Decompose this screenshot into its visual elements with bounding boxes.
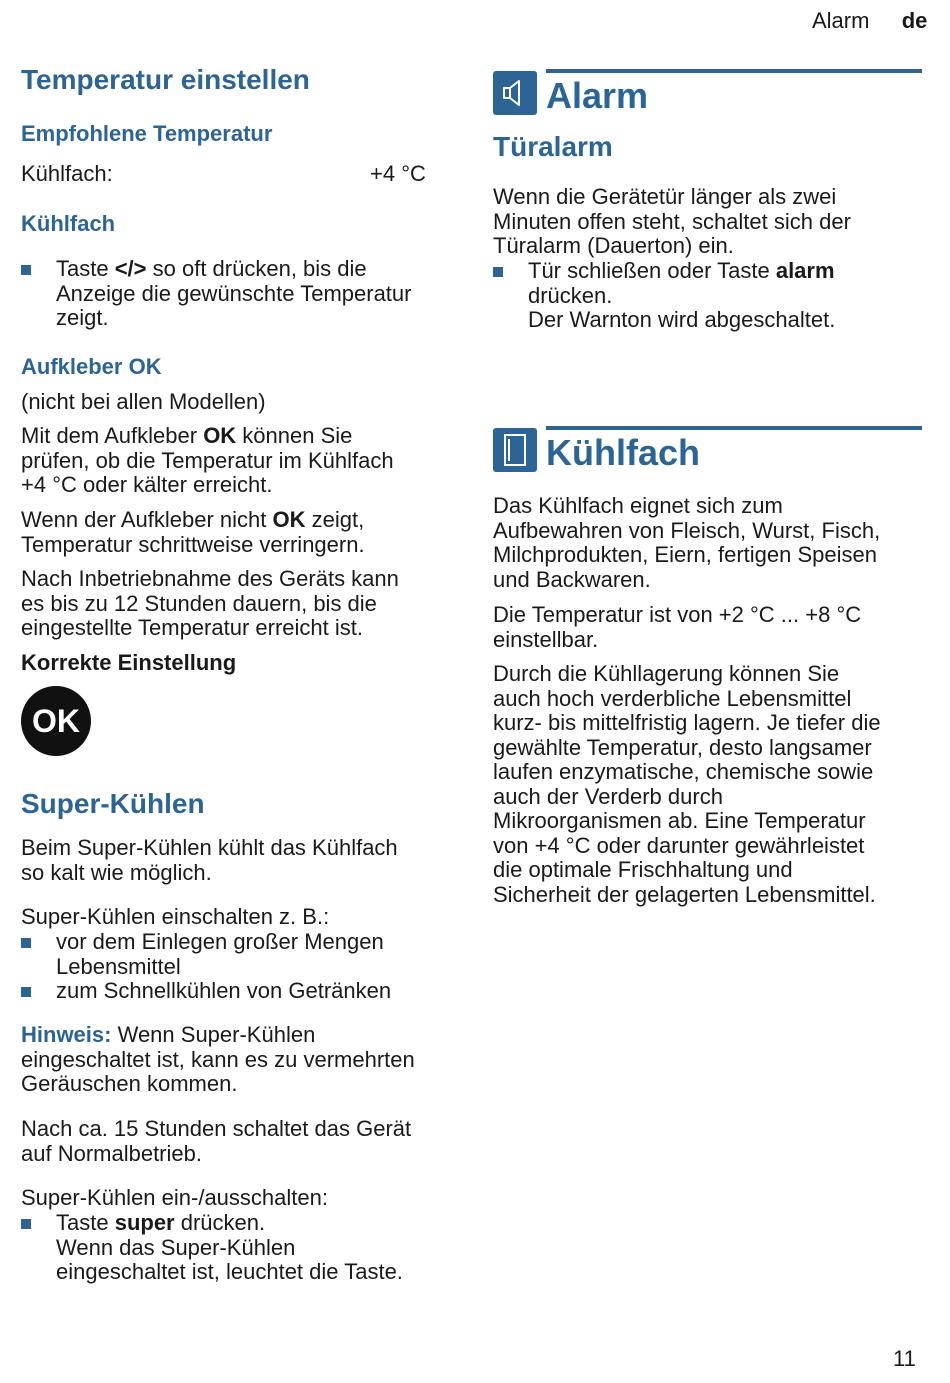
paragraph: Beim Super-Kühlen kühlt das Kühlfach so kalt wie möglich. [21,835,398,885]
section-title-alarm: Alarm [546,75,649,116]
hinweis-label: Hinweis: [21,1022,112,1047]
temp-row-value: +4 °C [370,161,426,186]
section-rule [546,426,922,430]
key-label: super [114,1210,175,1235]
section-title-super-kuehlen: Super-Kühlen [21,788,205,819]
note-nicht-bei-allen: (nicht bei allen Modellen) [21,389,266,414]
paragraph: Das Kühlfach eignet sich zum Aufbewahren von Fleisch, Wurst, Fisch, Milchprodukten, Eiern, fertigen Speisen und Backwaren. [493,493,881,592]
paragraph: Super-Kühlen ein-/ausschalten: [21,1185,328,1210]
heading-empfohlene-temperatur: Empfohlene Temperatur [21,121,273,146]
speaker-icon [493,71,537,115]
section-title-kuehlfach: Kühlfach [546,432,701,473]
heading-aufkleber-ok: Aufkleber OK [21,354,162,379]
heading-tueralarm: Türalarm [493,131,613,162]
fridge-compartment-icon [493,428,537,472]
paragraph: Die Temperatur ist von +2 °C ... +8 °C einstellbar. [493,602,862,652]
temp-row-label: Kühlfach: [21,161,113,186]
paragraph: Nach ca. 15 Stunden schaltet das Gerät auf Normalbetrieb. [21,1116,412,1166]
heading-kuehlfach: Kühlfach [21,211,116,236]
list-item: Taste super drücken. Wenn das Super-Kühlen eingeschaltet ist, leuchtet die Taste. [21,1211,486,1285]
header-lang: de [901,8,928,33]
key-label: alarm [775,258,835,283]
bullet-icon [21,1219,31,1229]
page-number: 11 [893,1346,916,1371]
list-item: zum Schnellkühlen von Getränken [21,979,486,1004]
paragraph: Wenn die Gerätetür länger als zwei Minuten offen steht, schaltet sich der Türalarm (Dauerton) ein. [493,184,851,258]
paragraph: Mit dem Aufkleber OK können Sie prüfen, ob die Temperatur im Kühlfach +4 °C oder kälter erreicht. [21,423,394,497]
section-title-temperatur: Temperatur einstellen [21,64,310,95]
bullet-icon [493,267,503,277]
list-item: vor dem Einlegen großer Mengen Lebensmittel [21,930,486,979]
section-rule [546,69,922,73]
ok-sticker-icon: OK [21,686,91,756]
paragraph: Wenn der Aufkleber nicht OK zeigt, Temperatur schrittweise verringern. [21,507,365,557]
list-item: Tür schließen oder Taste alarm drücken. Der Warnton wird abgeschaltet. [493,259,948,333]
bullet-icon [21,938,31,948]
list-item: Taste </> so oft drücken, bis die Anzeige die gewünschte Temperatur zeigt. [21,257,486,331]
paragraph: Durch die Kühllagerung können Sie auch hoch verderbliche Lebensmittel kurz- bis mittelfristig lagern. Je tiefer die gewählte Temperatur, desto langsamer laufen enzymatische, chemische sowie auch der Verderb durch Mikroorganismen ab. Eine Temperatur von +4 °C oder darunter gewährleistet die optimale Frischhaltung und Sicherheit der gelagerten Lebensmittel. [493,661,881,907]
header-section: Alarm [812,8,870,33]
key-label: </> [114,256,147,281]
heading-korrekte-einstellung: Korrekte Einstellung [21,650,237,675]
bullet-icon [21,987,31,997]
running-header [812,9,927,34]
paragraph: Nach Inbetriebnahme des Geräts kann es bis zu 12 Stunden dauern, bis die eingestellte Temperatur erreicht ist. [21,566,399,640]
bullet-icon [21,265,31,275]
paragraph: Super-Kühlen einschalten z. B.: [21,904,330,929]
hinweis-note: Hinweis: Wenn Super-Kühlen eingeschaltet ist, kann es zu vermehrten Geräuschen kommen. [21,1022,415,1096]
